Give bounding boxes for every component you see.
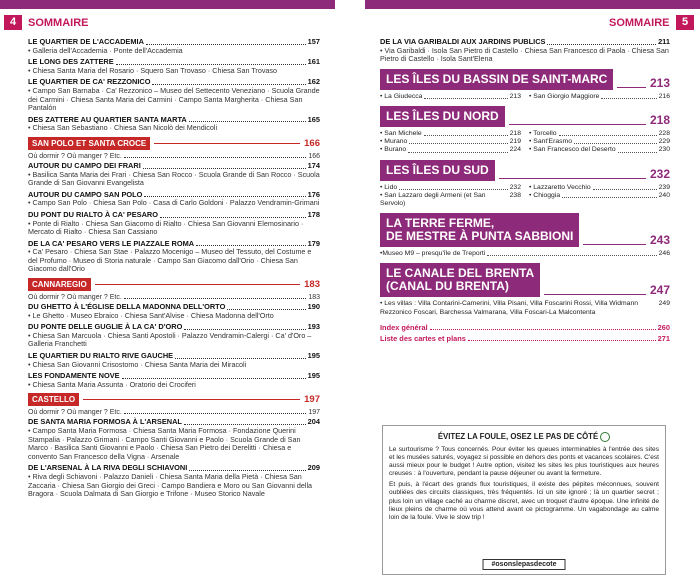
nord-list (380, 130, 670, 155)
section-page: 213 (649, 75, 670, 90)
entry-page: 211 (658, 37, 670, 46)
toc-entry[interactable] (28, 418, 320, 461)
section-title: LES ÎLES DU BASSIN DE SAINT-MARC (380, 69, 613, 90)
entry-title: AUTOUR DU CAMPO SAN POLO (28, 189, 143, 199)
entry-page: 190 (307, 302, 320, 312)
entry-sub: • Galleria dell'Accademia · Ponte dell'Accademia (28, 45, 183, 55)
section-nord[interactable] (380, 106, 670, 127)
section-page: 247 (649, 283, 670, 298)
entry-page: 165 (307, 114, 320, 124)
section-sud[interactable] (380, 160, 670, 181)
toc-entry[interactable] (28, 240, 320, 274)
entry-page: 209 (307, 463, 320, 473)
right-top-bar (365, 0, 700, 9)
island-item[interactable]: • San Lazzaro degli Armeni (et San Servolo) 238 (380, 191, 521, 207)
section-page: 218 (649, 112, 670, 127)
entry-page: 157 (307, 37, 320, 46)
entry-sub: • Ca' Pesaro · Chiesa San Stae · Palazzo Mocenigo – Museo del Tessuto, del Costume e del Profumo · Museo di Storia naturale · Campo San Giacomo dall'Orio · Chiesa San Giacomo dall'Orio (28, 247, 312, 274)
box-title: ÉVITEZ LA FOULE, OSEZ LE PAS DE CÔTÉ (437, 432, 599, 442)
toc-entry[interactable] (28, 162, 320, 188)
section-header[interactable] (28, 278, 320, 291)
entry-page: 176 (307, 189, 320, 199)
right-header-title: SOMMAIRE (609, 17, 670, 29)
right-page-number: 5 (676, 15, 694, 30)
od-title: Où dormir ? Où manger ? Etc. (28, 152, 122, 160)
section-page: 197 (304, 394, 320, 406)
toc-entry[interactable] (28, 116, 320, 133)
entry-sub: • Chiesa San Giovanni Crisostomo · Chiesa Santa Maria dei Miracoli (28, 359, 247, 369)
entry-title: DU GHETTO À L'ÉGLISE DELLA MADONNA DELL'ORTO (28, 302, 226, 312)
entry-sub: • Chiesa Santa Maria del Rosario · Squero San Trovaso · Chiesa San Trovaso (28, 65, 278, 75)
toc-entry[interactable] (28, 211, 320, 237)
od-page: 166 (308, 152, 320, 160)
island-item[interactable]: • Burano 224 (380, 146, 521, 154)
toc-entry[interactable] (28, 372, 320, 389)
section-title: CANNAREGIO (28, 278, 91, 291)
left-page-number: 4 (4, 15, 22, 30)
box-paragraph-2: Et puis, à l'écart des grands flux touristiques, il existe des pépites méconnues, souvent oubliées des circuits classiques, très fréquentés. Ici un site ignoré ; là un quartier secret ; plus loin un village caché au charme discret, avec un troquet d'autre époque. Une infinité de lieux pleins de charme où vous attend avant ce pictogramme. Un vagabondage au calme loin de la foule. Vive le slow trip ! (389, 481, 659, 521)
entry-sub: • Campo San Polo · Chiesa San Polo · Casa di Carlo Goldoni · Palazzo Vendramin-Grimani (28, 198, 320, 208)
index-cartes[interactable]: Liste des cartes et plans 271 (380, 333, 670, 343)
entry-sub: • Ponte di Rialto · Chiesa San Giacomo di Rialto · Chiesa San Giovanni Elemosinario · Mercato di Rialto · Chiesa San Cassiano (28, 218, 304, 237)
entry-sub: • Riva degli Schiavoni · Palazzo Danieli · Chiesa Santa Maria della Pietà · Chiesa San Zaccaria · Chiesa San Giorgio dei Greci · Campo Bandiera e Moro ou San Giovanni della Bragora · Scuola Dalmata di San Giorgio e Trifone · Museo Storico Navale (28, 471, 313, 499)
section-title: LA TERRE FERME, DE MESTRE À PUNTA SABBIONI (380, 213, 579, 247)
section-page: 183 (304, 279, 320, 291)
sud-list (380, 184, 670, 209)
toc-entry[interactable] (28, 191, 320, 208)
section-title: LES ÎLES DU NORD (380, 106, 505, 127)
section-header[interactable] (28, 393, 320, 406)
entry-title: AUTOUR DU CAMPO DEI FRARI (28, 160, 141, 170)
entry-page: 204 (307, 417, 320, 427)
toc-entry[interactable] (28, 78, 320, 112)
toc-entry[interactable] (28, 323, 320, 349)
entry-title: DU PONT DU RIALTO À CA' PESARO (28, 209, 159, 219)
entry-title: LE QUARTIER DE L'ACCADEMIA (28, 37, 144, 46)
toc-entry[interactable] (28, 303, 320, 320)
section-header[interactable] (28, 137, 320, 150)
entry-title: DE LA VIA GARIBALDI AUX JARDINS PUBLICS (380, 37, 546, 46)
entry-title: LE QUARTIER DE CA' REZZONICO (28, 77, 151, 87)
terre-ferme-list: • Museo M9 – presqu'île de Treporti 246 (380, 250, 670, 258)
left-column (28, 38, 320, 502)
entry-sub: • Chiesa Santa Maria Assunta · Oratorio dei Crociferi (28, 379, 196, 389)
section-page: 243 (649, 233, 670, 248)
entry-title: LE QUARTIER DU RIALTO RIVE GAUCHE (28, 351, 174, 361)
hashtag: #osonslepasdecote (483, 559, 566, 570)
toc-entry[interactable] (28, 352, 320, 369)
entry-page: 174 (307, 160, 320, 170)
island-item[interactable]: • Torcello 228 (529, 129, 670, 137)
island-item[interactable]: • Lazzaretto Vecchio 239 (529, 183, 670, 191)
section-title: LES ÎLES DU SUD (380, 160, 495, 181)
entry-sub: • Via Garibaldi · Isola San Pietro di Castello · Chiesa San Francesco di Paola · Chiesa San Pietro di Castello · Isola Sant'Elena (380, 45, 669, 64)
left-header-title: SOMMAIRE (28, 17, 89, 29)
od-page: 197 (308, 409, 320, 417)
index-general[interactable]: Index général 260 (380, 322, 670, 332)
entry-sub: • Chiesa San Sebastiano · Chiesa San Nicolò dei Mendicoli (28, 123, 218, 133)
bassin-list (380, 93, 670, 101)
entry-page: 195 (307, 351, 320, 361)
leaf-pictogram-icon (600, 432, 610, 442)
island-item[interactable]: • Sant'Erasmo 229 (529, 138, 670, 146)
od-entry[interactable] (28, 153, 320, 160)
od-page: 183 (308, 294, 320, 302)
island-item[interactable]: • Lido 232 (380, 183, 521, 191)
section-page: 232 (649, 166, 670, 181)
entry-sub: • Chiesa San Marcuola · Chiesa Santi Apostoli · Palazzo Vendramin-Calergi · Ca' d'Oro – Galleria Franchetti (28, 330, 312, 349)
entry-page: 179 (307, 238, 320, 248)
entry-title: DU PONTE DELLE GUGLIE À LA CA' D'ORO (28, 322, 183, 332)
entry-page: 195 (307, 371, 320, 381)
info-box (382, 425, 666, 575)
left-top-bar (0, 0, 335, 9)
od-entry[interactable] (28, 409, 320, 416)
od-title: Où dormir ? Où manger ? Etc. (28, 294, 122, 302)
section-page: 166 (304, 137, 320, 149)
toc-entry[interactable] (380, 38, 670, 64)
entry-page: 161 (307, 57, 320, 67)
entry-title: LES FONDAMENTE NOVE (28, 371, 120, 381)
island-item[interactable]: • Murano 219 (380, 138, 521, 146)
entry-page: 162 (307, 77, 320, 87)
section-bassin[interactable] (380, 69, 670, 90)
entry-sub: • Le Ghetto · Museo Ebraico · Chiesa Sant'Alvise · Chiesa Madonna dell'Orto (28, 310, 274, 320)
toc-entry[interactable] (28, 464, 320, 498)
island-item[interactable]: • Chioggia 240 (529, 191, 670, 199)
entry-title: DE L'ARSENAL À LA RIVA DEGLI SCHIAVONI (28, 463, 188, 473)
right-column (380, 38, 670, 345)
island-item[interactable]: • La Giudecca 213 (380, 92, 521, 100)
section-brenta[interactable] (380, 263, 670, 297)
island-item[interactable]: • San Francesco del Deserto 230 (529, 146, 670, 154)
section-terre-ferme[interactable] (380, 213, 670, 247)
entry-sub: • Campo San Barnaba · Ca' Rezzonico – Museo del Settecento Veneziano · Scuola Grande dei Carmini · Chiesa Santa Maria dei Carmini · Campo Santa Margherita · Chiesa San Pantalón (28, 85, 320, 113)
island-item[interactable]: • San Michele 218 (380, 129, 521, 137)
entry-title: DE LA CA' PESARO VERS LE PIAZZALE ROMA (28, 238, 195, 248)
entry-title: DE SANTA MARIA FORMOSA À L'ARSENAL (28, 417, 182, 427)
box-paragraph-1: Le surtourisme ? Tous concernés. Pour éviter les queues interminables à l'entrée des sites et les musées saturés, voyagez si possible en dehors des ponts et vacances scolaires. C'est aussi mieux pour le budget ! Autre option, visitez les sites les plus touristiques aux heures creuses : à l'ouverture, pendant la pause déjeuner ou avant la fermeture. (389, 446, 659, 478)
entry-sub: • Campo Santa Maria Formosa · Chiesa Santa Maria Formosa · Fondazione Querini Stampalia · Palazzo Grimani · Campo Santi Giovanni e Paolo · Scuola Grande di San Marco · Basilica Santi Giovanni e Paolo · Chiesa San Pietro dei Derelitti · Chiesa e convento San Francesco della Vigna · Arsenale (28, 426, 301, 461)
entry-page: 193 (307, 322, 320, 332)
od-title: Où dormir ? Où manger ? Etc. (28, 409, 122, 417)
entry-page: 178 (307, 209, 320, 219)
section-title: SAN POLO ET SANTA CROCE (28, 137, 150, 150)
section-title: CASTELLO (28, 393, 79, 406)
section-title: LE CANALE DEL BRENTA (CANAL DU BRENTA) (380, 263, 540, 297)
od-entry[interactable] (28, 294, 320, 301)
entry-title: DES ZATTERE AU QUARTIER SANTA MARTA (28, 114, 187, 124)
entry-title: LE LONG DES ZATTERE (28, 57, 114, 67)
brenta-list: • Les villas : Villa Contarini-Camerini, Villa Pisani, Villa Foscarini Rossi, Villa Widmann Rezzonico Foscari, Barchessa Valmarana, Villa Foscari-La Malcontenta 249 (380, 300, 670, 316)
toc-entry[interactable] (28, 58, 320, 75)
island-item[interactable]: • San Giorgio Maggiore 216 (529, 92, 670, 100)
entry-sub: • Basilica Santa Maria dei Frari · Chiesa San Rocco · Scuola Grande di San Rocco · Scuola Grande di San Giovanni Evangelista (28, 169, 320, 188)
toc-entry[interactable] (28, 38, 320, 55)
